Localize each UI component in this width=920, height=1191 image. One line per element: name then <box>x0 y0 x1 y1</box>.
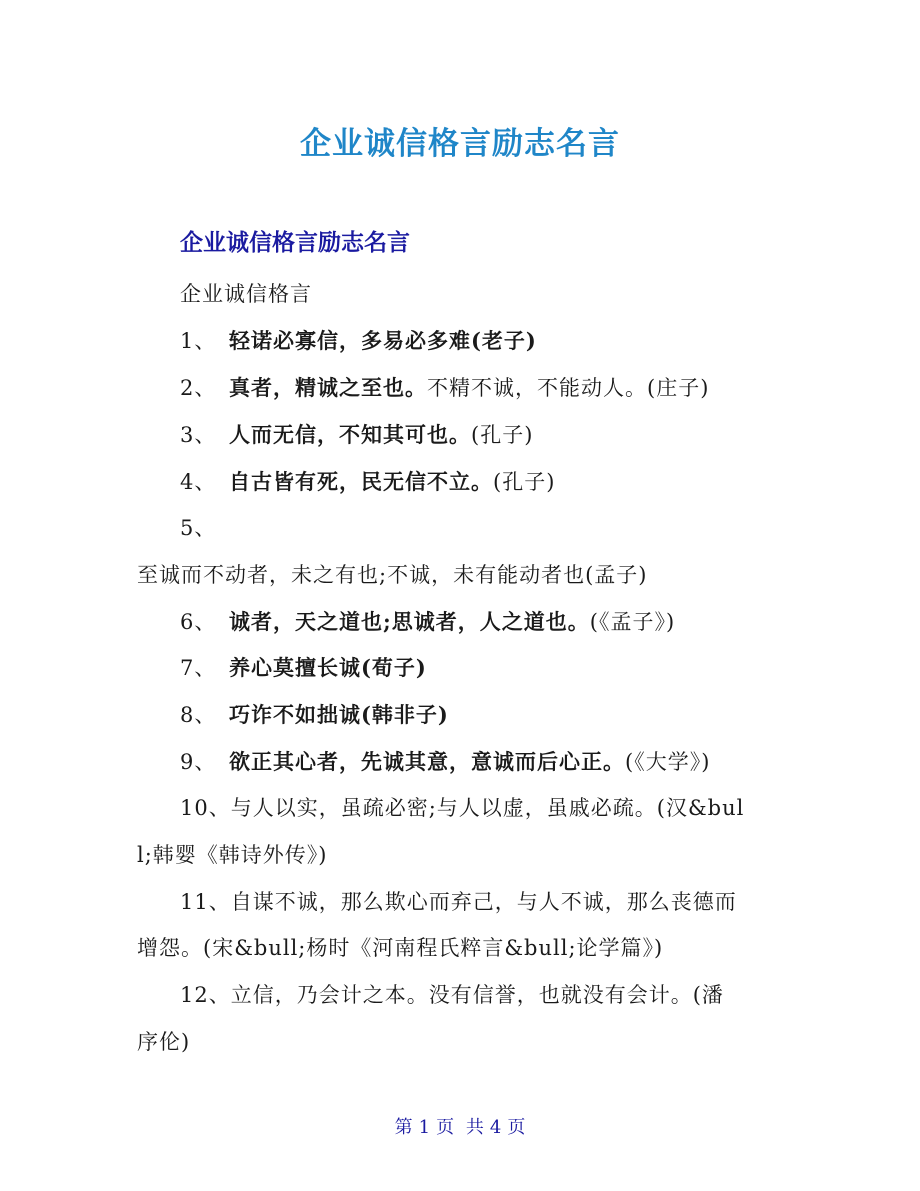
item-quote: 巧诈不如拙诚(韩非子) <box>229 702 449 727</box>
item-quote: 欲正其心者，先诚其意，意诚而后心正。 <box>229 749 625 774</box>
item-source: (孔子) <box>493 470 556 494</box>
item-number: 7、 <box>180 656 217 680</box>
list-item <box>180 607 675 637</box>
paragraph-line: 10、与人以实，虽疏必密;与人以虚，虽戚必疏。(汉&bul <box>180 796 745 820</box>
item-quote: 诚者，天之道也;思诚者，人之道也。 <box>229 609 590 634</box>
item-continuation: 至诚而不动者，未之有也;不诚，未有能动者也(孟子) <box>137 563 648 587</box>
paragraph-line: 增怨。(宋&bull;杨时《河南程氏粹言&bull;论学篇》) <box>137 936 664 960</box>
item-number: 1、 <box>180 329 217 353</box>
list-item <box>180 747 710 777</box>
page-prefix: 第 <box>394 1117 413 1138</box>
item-number: 2、 <box>180 376 217 400</box>
item-source: (孔子) <box>471 423 534 447</box>
page-mid: 页 共 <box>436 1117 484 1138</box>
list-item <box>180 373 709 403</box>
item-number: 5、 <box>180 516 217 540</box>
document-title: 企业诚信格言励志名言 <box>300 126 620 162</box>
paragraph-line: 12、立信，乃会计之本。没有信誉，也就没有会计。(潘 <box>180 983 724 1007</box>
document-subtitle: 企业诚信格言励志名言 <box>180 230 410 256</box>
list-item <box>180 326 537 356</box>
page-total: 4 <box>489 1117 502 1138</box>
item-quote: 自古皆有死，民无信不立。 <box>229 469 493 494</box>
item-source: (《大学》) <box>625 750 711 774</box>
section-label: 企业诚信格言 <box>180 282 312 306</box>
item-number: 4、 <box>180 470 217 494</box>
list-item <box>180 420 533 450</box>
page-suffix: 页 <box>507 1117 526 1138</box>
item-number: 3、 <box>180 423 217 447</box>
item-quote: 养心莫擅长诚(荀子) <box>229 655 427 680</box>
list-item <box>180 700 449 730</box>
list-item <box>180 653 427 683</box>
list-item <box>180 467 555 497</box>
item-number: 9、 <box>180 750 217 774</box>
item-quote: 轻诺必寡信，多易必多难(老子) <box>229 328 537 353</box>
paragraph-line: l;韩婴《韩诗外传》) <box>137 843 328 867</box>
list-item <box>180 513 229 543</box>
page-footer <box>0 1113 920 1139</box>
paragraph-line: 序伦) <box>137 1030 191 1054</box>
item-source: (《孟子》) <box>589 610 676 634</box>
item-number: 8、 <box>180 703 217 727</box>
item-quote: 真者，精诚之至也。 <box>229 375 427 400</box>
item-source: 不精不诚，不能动人。(庄子) <box>427 376 710 400</box>
item-number: 6、 <box>180 610 217 634</box>
paragraph-line: 11、自谋不诚，那么欺心而弃己，与人不诚，那么丧德而 <box>180 890 737 914</box>
item-quote: 人而无信，不知其可也。 <box>229 422 471 447</box>
page-number: 1 <box>418 1117 431 1138</box>
